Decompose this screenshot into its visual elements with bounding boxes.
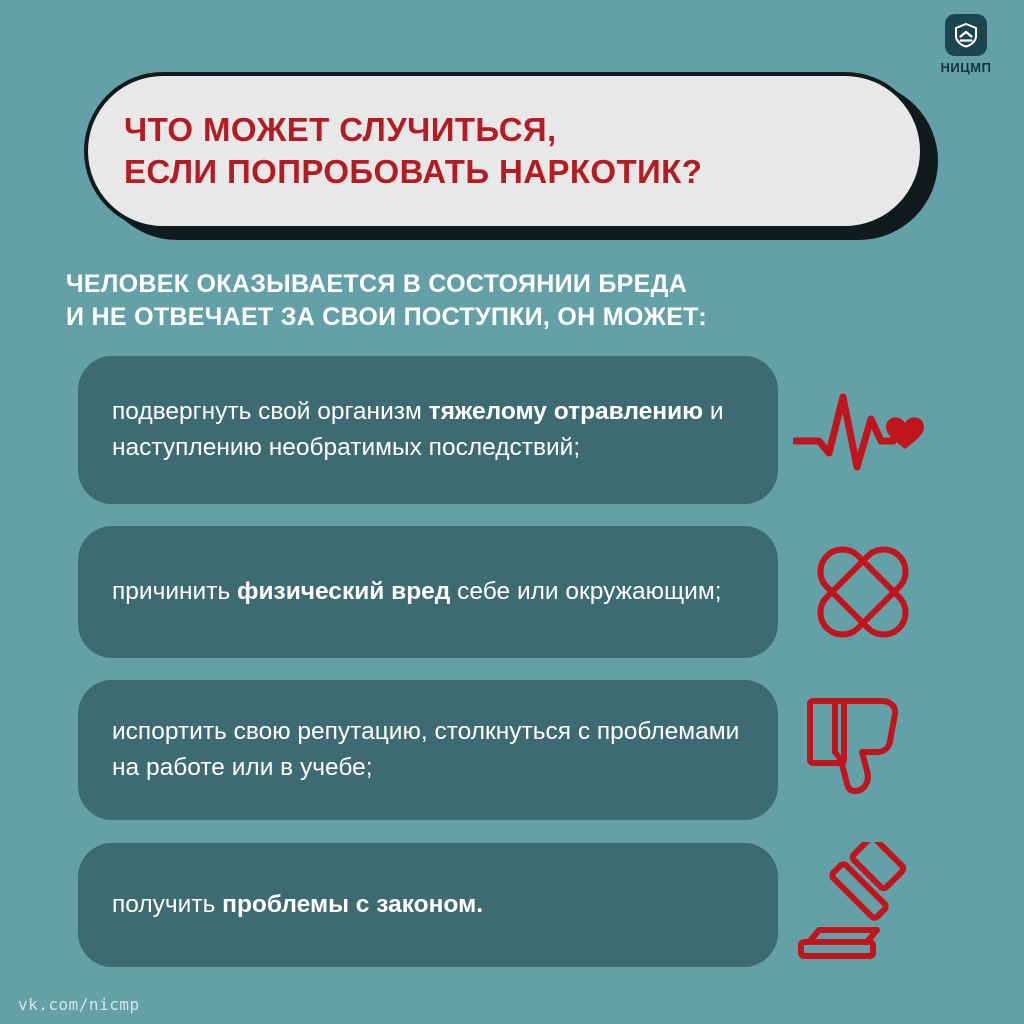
- text-bold: проблемы с законом.: [222, 891, 483, 919]
- subtitle: [66, 268, 926, 335]
- footer-link[interactable]: vk.com/nicmp: [18, 995, 140, 1014]
- list-item-text: [78, 526, 778, 658]
- list-item-text: [78, 680, 778, 820]
- title-plate: [84, 72, 924, 230]
- text-before: причинить: [112, 578, 238, 606]
- text-before: подвергнуть свой организм: [112, 398, 429, 426]
- consequences-list: [78, 356, 958, 990]
- gavel-icon: [778, 842, 948, 968]
- list-item: [78, 526, 958, 658]
- list-item: [78, 842, 958, 968]
- text-before: получить: [112, 891, 223, 919]
- list-item: [78, 356, 958, 504]
- list-item: [78, 680, 958, 820]
- thumbs-down-icon: [778, 691, 948, 809]
- page-title-line-1: ЧТО МОЖЕТ СЛУЧИТЬСЯ,: [124, 110, 557, 148]
- text-before: испортить свою репутацию, столкнуться с проблемами на работе или в учебе;: [112, 718, 740, 781]
- subtitle-line-2: И НЕ ОТВЕЧАЕТ ЗА СВОИ ПОСТУПКИ, ОН МОЖЕТ:: [66, 303, 708, 332]
- text-bold: физический вред: [237, 578, 451, 606]
- list-item-text: [78, 843, 778, 967]
- text-after: и наступлению необратимых последствий;: [112, 398, 724, 461]
- brand-logo-text: НИЦМП: [940, 60, 992, 75]
- text-after: себе или окружающим;: [450, 578, 722, 606]
- page-title-line-2: ЕСЛИ ПОПРОБОВАТЬ НАРКОТИК?: [124, 153, 703, 190]
- bandages-icon: [778, 532, 948, 652]
- subtitle-line-1: ЧЕЛОВЕК ОКАЗЫВАЕТСЯ В СОСТОЯНИИ БРЕДА: [66, 270, 688, 298]
- list-item-text: [78, 356, 778, 504]
- text-bold: тяжелому отравлению: [428, 398, 704, 426]
- heartbeat-pulse-icon: [778, 375, 948, 485]
- shield-chevron-icon: [945, 14, 987, 56]
- brand-logo: [928, 14, 1004, 75]
